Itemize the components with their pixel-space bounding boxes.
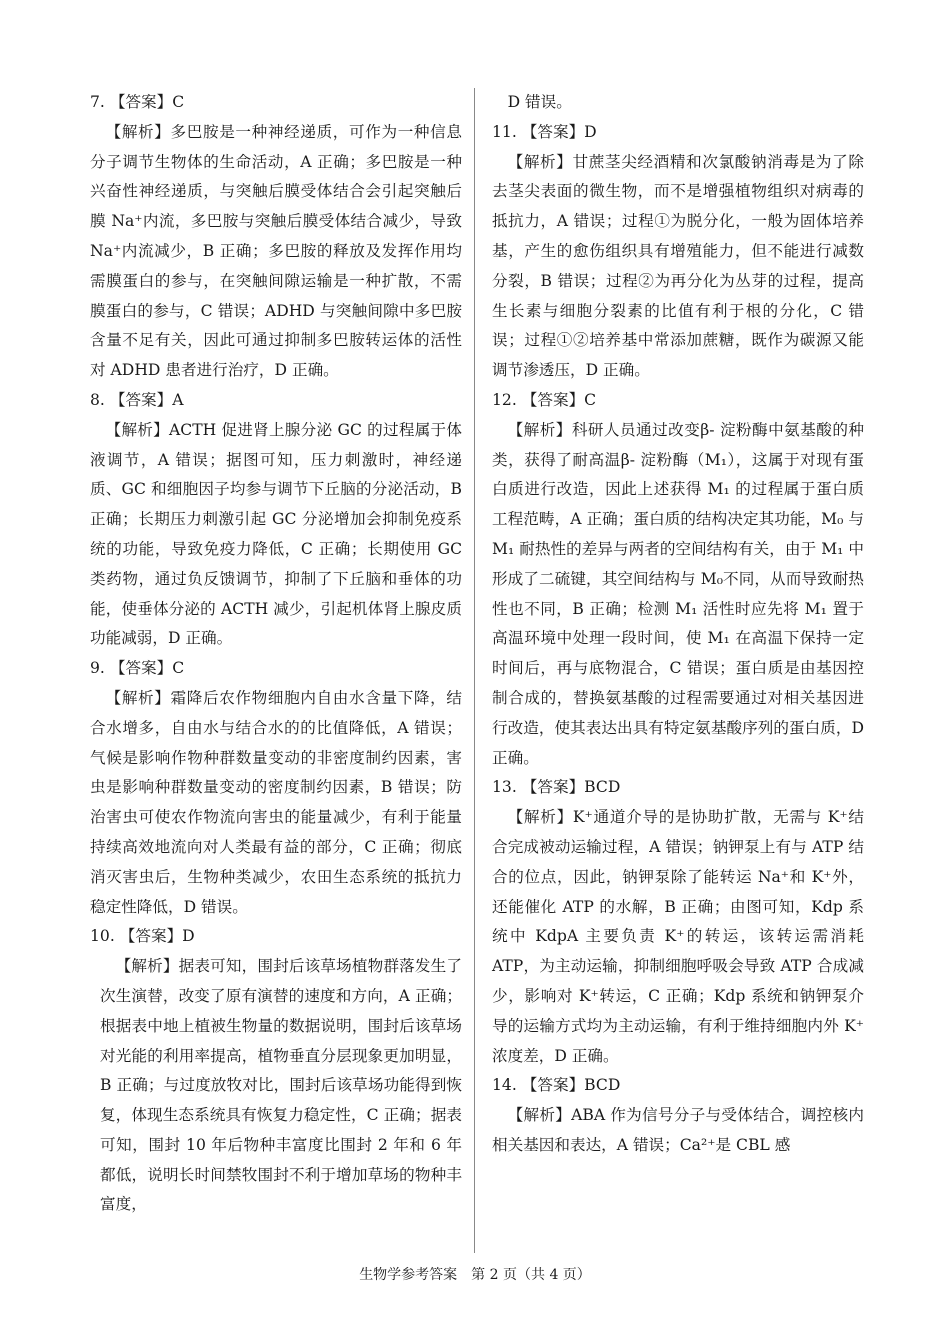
left-column [90, 88, 462, 1220]
analysis-text: 【解析】据表可知，围封后该草场植物群落发生了次生演替，改变了原有演替的速度和方向，A 正确；根据表中地上植被生物量的数据说明，围封后该草场对光能的利用率提高，植物垂直分层现象更加明显，B 正确；与过度放牧对比，围封后该草场功能得到恢复，体现生态系统具有恢复力稳定性，C 正确；据表可知，围封 10 年后物种丰富度比围封 2 年和 6 年都低，说明长时间禁牧围封不利于增加草场的物种丰富度， [100, 957, 462, 1214]
continuation-text: D 错误。 [507, 93, 572, 111]
answer-line: 13. 【答案】BCD [492, 778, 621, 797]
analysis-text: 【解析】科研人员通过改变β- 淀粉酶中氨基酸的种类，获得了耐高温β- 淀粉酶（M₁），这属于对现有蛋白质进行改造，因此上述获得 M₁ 的过程属于蛋白质工程范畴，A 正确；蛋白质的结构决定其功能，M₀ 与 M₁ 耐热性的差异与两者的空间结构有关，由于 M₁ 中形成了二硫键，其空间结构与 M₀不同，从而导致耐热性也不同，B 正确；检测 M₁ 活性时应先将 M₁ 置于高温环境中处理一段时间，使 M₁ 在高温下保持一定时间后，再与底物混合，C 错误；蛋白质是由基因控制合成的，替换氨基酸的过程需要通过对相关基因进行改造，使其表达出具有特定氨基酸序列的蛋白质，D 正确。 [492, 420, 864, 767]
column-divider [474, 88, 475, 1253]
analysis-text: 【解析】K⁺通道介导的是协助扩散，无需与 K⁺结合完成被动运输过程，A 错误；钠钾泵上有与 ATP 结合的位点，因此，钠钾泵除了能转运 Na⁺和 K⁺外，还能催化 ATP 的水解，B 正确；由图可知，Kdp 系统中 KdpA 主要负责 K⁺的转运，该转运需消耗 ATP，为主动运输，抑制细胞呼吸会导致 ATP 合成减少，影响对 K⁺转运，C 正确；Kdp 系统和钠钾泵介导的运输方式均为主动运输，有利于维持细胞内外 K⁺浓度差，D 正确。 [492, 808, 864, 1065]
answer-line: 12. 【答案】C [492, 390, 597, 409]
page-footer: 生物学参考答案 第 2 页（共 4 页） [359, 1267, 591, 1283]
question-12 [492, 386, 864, 773]
analysis-text: 【解析】ACTH 促进肾上腺分泌 GC 的过程属于体液调节，A 错误；据图可知，压力刺激时，神经递质、GC 和细胞因子均参与调节下丘脑的分泌活动，B 正确；长期压力刺激引起 GC 分泌增加会抑制免疫系统的功能，导致免疫力降低，C 正确；长期使用 GC 类药物，通过负反馈调节，抑制了下丘脑和垂体的功能，使垂体分泌的 ACTH 减少，引起机体肾上腺皮质功能减弱，D 正确。 [90, 420, 462, 648]
question-7 [90, 88, 462, 386]
analysis-text: 【解析】霜降后农作物细胞内自由水含量下降，结合水增多，自由水与结合水的的比值降低，A 错误；气候是影响作物种群数量变动的非密度制约因素，害虫是影响种群数量变动的密度制约因素，B 错误；防治害虫可使农作物流向害虫的能量减少，有利于能量持续高效地流向对人类最有益的部分，C 正确；彻底消灭害虫后，生物种类减少，农田生态系统的抵抗力稳定性降低，D 错误。 [90, 688, 462, 916]
question-10 [90, 922, 462, 1220]
analysis-text: 【解析】ABA 作为信号分子与受体结合，调控核内相关基因和表达，A 错误；Ca²⁺是 CBL 感 [492, 1106, 864, 1154]
question-13 [492, 773, 864, 1071]
answer-line: 8. 【答案】A [90, 390, 184, 409]
question-14 [492, 1071, 864, 1160]
question-8 [90, 386, 462, 654]
analysis-text: 【解析】甘蔗茎尖经酒精和次氯酸钠消毒是为了除去茎尖表面的微生物，而不是增强植物组织对病毒的抵抗力，A 错误；过程①为脱分化，一般为固体培养基，产生的愈伤组织具有增殖能力，但不能进行减数分裂，B 错误；过程②为再分化为丛芽的过程，提高生长素与细胞分裂素的比值有利于根的分化，C 错误；过程①②培养基中常添加蔗糖，既作为碳源又能调节渗透压，D 正确。 [492, 152, 864, 380]
right-column [492, 88, 864, 1161]
question-11 [492, 118, 864, 386]
question-9 [90, 654, 462, 922]
answer-line: 11. 【答案】D [492, 122, 597, 141]
answer-line: 10. 【答案】D [90, 927, 195, 946]
answer-line: 14. 【答案】BCD [492, 1076, 621, 1095]
analysis-text: 【解析】多巴胺是一种神经递质，可作为一种信息分子调节生物体的生命活动，A 正确；多巴胺是一种兴奋性神经递质，与突触后膜受体结合会引起突触后膜 Na⁺内流，多巴胺与突触后膜受体结合减少，导致 Na⁺内流减少，B 正确；多巴胺的释放及发挥作用均需膜蛋白的参与，在突触间隙运输是一种扩散，不需膜蛋白的参与，C 错误；ADHD 与突触间隙中多巴胺含量不足有关，因此可通过抑制多巴胺转运体的活性对 ADHD 患者进行治疗，D 正确。 [90, 122, 462, 380]
answer-line: 7. 【答案】C [90, 93, 185, 111]
answer-line: 9. 【答案】C [90, 659, 185, 678]
